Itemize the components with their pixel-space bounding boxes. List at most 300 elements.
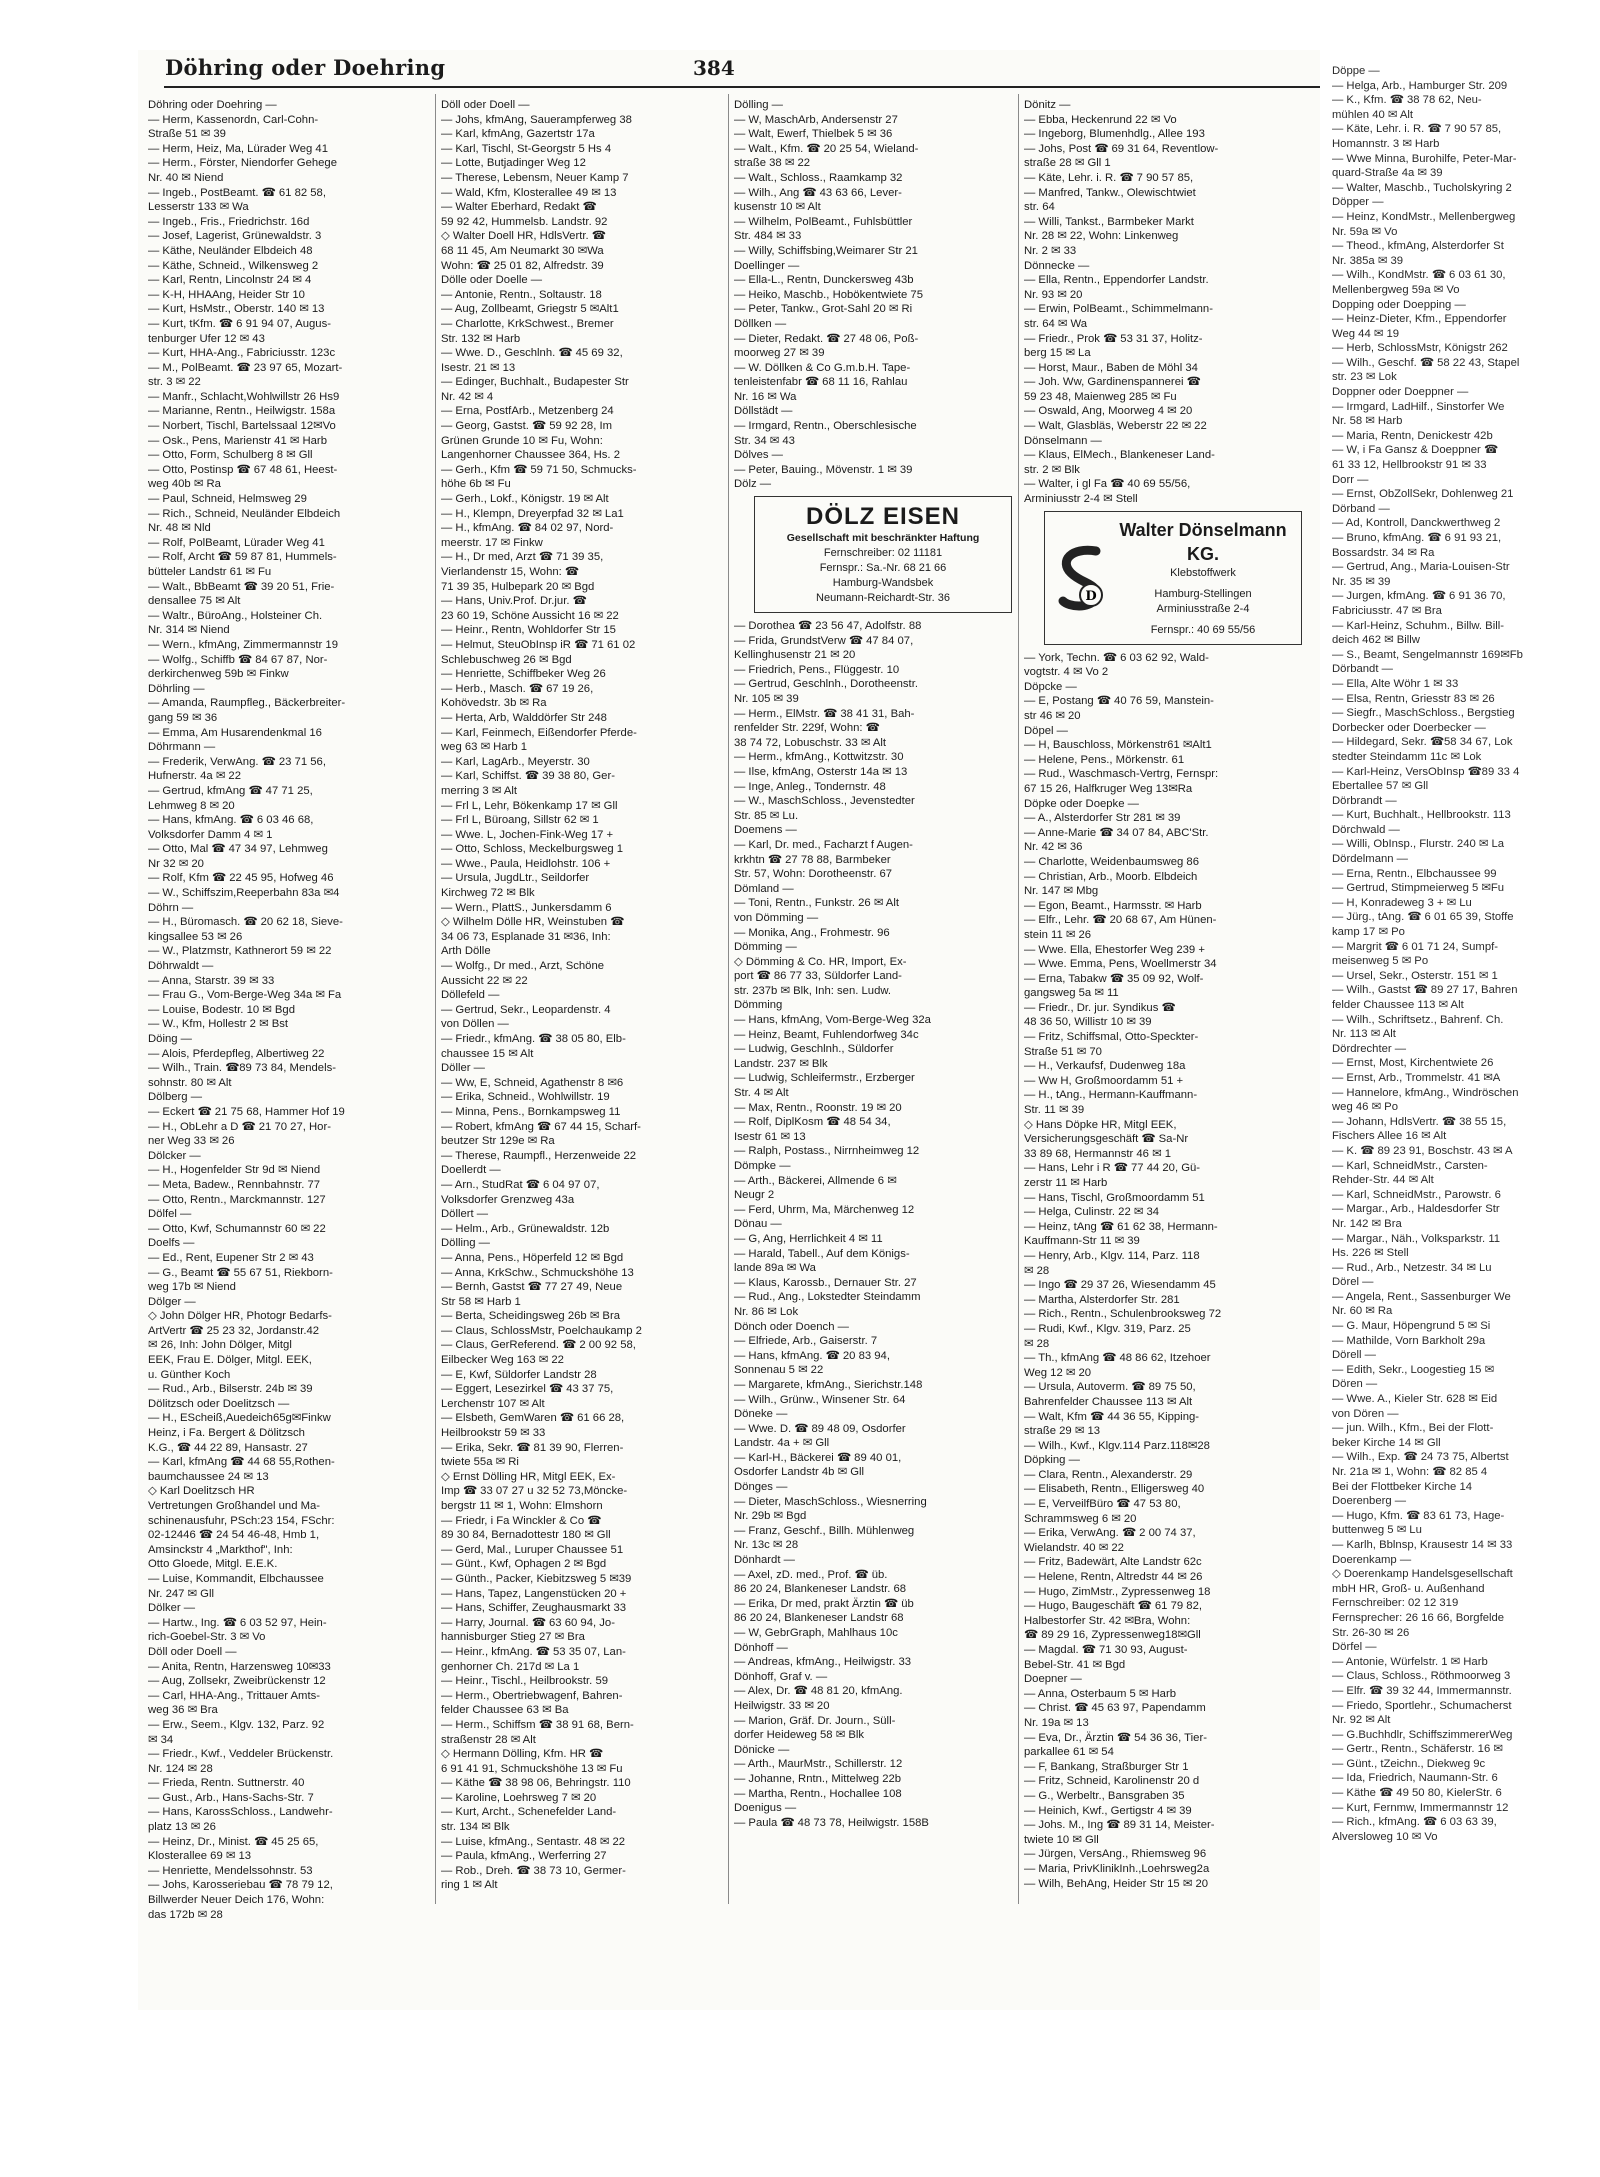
directory-entry: kusenstr 10 ✉ Alt	[734, 201, 821, 214]
directory-entry: — Käthe ☎ 38 98 06, Behringstr. 110	[441, 1777, 631, 1790]
column-4	[1024, 98, 1310, 1891]
directory-entry: — W. Döllken & Co G.m.b.H. Tape-	[734, 361, 911, 374]
directory-entry: Arth Dölle	[441, 945, 491, 958]
directory-entry: von Dömming —	[734, 911, 819, 924]
directory-entry: — Walt., Kfm. ☎ 20 25 54, Wieland-	[734, 142, 919, 155]
directory-entry: — Walt., Schloss., Raamkamp 32	[734, 171, 903, 184]
directory-entry: kamp 17 ✉ Po	[1332, 926, 1405, 939]
directory-entry: — Ernst, ObZollSekr, Dohlenweg 21	[1332, 488, 1514, 501]
directory-entry: Döhrn —	[148, 901, 194, 914]
directory-entry: — Otto, Postinsp ☎ 67 48 61, Heest-	[148, 463, 338, 476]
directory-entry: krkhtn ☎ 27 78 88, Barmbeker	[734, 853, 891, 866]
directory-entry: — Willi, Tankst., Barmbeker Markt	[1024, 215, 1194, 228]
directory-entry: Nr. 93 ✉ 20	[1024, 288, 1083, 301]
directory-entry: — Christian, Arb., Moorb. Elbdeich	[1024, 870, 1198, 883]
column-3-bottom	[734, 619, 1020, 1830]
directory-entry: Döneke —	[734, 1408, 788, 1421]
directory-entry: — Josef, Lagerist, Grünewaldstr. 3	[148, 230, 322, 243]
directory-entry: — Friedr, i Fa Winckler & Co ☎	[441, 1514, 602, 1527]
page-header	[138, 50, 1378, 82]
directory-entry: — Minna, Pens., Bornkampsweg 11	[441, 1105, 621, 1118]
ad-line: Hamburg-Stellingen	[1154, 587, 1252, 600]
directory-entry: Fischers Allee 16 ✉ Alt	[1332, 1130, 1447, 1143]
directory-entry: — Elfriede, Arb., Gaiserstr. 7	[734, 1335, 878, 1348]
directory-entry: meisenweg 5 ✉ Po	[1332, 955, 1429, 968]
directory-entry: Nr. 29b ✉ Bgd	[734, 1510, 807, 1523]
column-divider	[435, 94, 436, 1904]
directory-entry: Nr. 19a ✉ 13	[1024, 1716, 1089, 1729]
directory-entry: Nr. 142 ✉ Bra	[1332, 1217, 1402, 1230]
directory-entry: — Margar., Arb., Haldesdorfer Str	[1332, 1203, 1500, 1216]
directory-entry: — Charlotte, KrkSchwest., Bremer	[441, 317, 614, 330]
directory-entry: Dölfel —	[148, 1208, 192, 1221]
directory-page	[138, 50, 1378, 2010]
directory-entry: Str. 57, Wohn: Dorotheenstr. 67	[734, 868, 893, 881]
directory-entry: — Jürg., tAng. ☎ 6 01 65 39, Stoffe	[1332, 911, 1514, 924]
directory-entry: — Anna, Pens., Höperfeld 12 ✉ Bgd	[441, 1251, 624, 1264]
directory-entry: Döpper —	[1332, 196, 1384, 209]
directory-entry: Dönhoff —	[734, 1641, 788, 1654]
directory-entry: — H., ObLehr a D ☎ 21 70 27, Hor-	[148, 1120, 331, 1133]
directory-entry: — Hans, KarossSchloss., Landwehr-	[148, 1806, 333, 1819]
directory-entry: — Elfr. ☎ 39 32 44, Immermannstr.	[1332, 1684, 1512, 1697]
directory-entry: Nr. 13c ✉ 28	[734, 1539, 799, 1552]
directory-entry: — Gertr., Rentn., Schäferstr. 16 ✉	[1332, 1743, 1503, 1756]
directory-entry: — Johanne, Rntn., Mittelweg 22b	[734, 1772, 902, 1785]
directory-entry: Otto Gloede, Mitgl. E.E.K.	[148, 1558, 278, 1571]
directory-entry: — Rud., Ang., Lokstedter Steindamm	[734, 1291, 921, 1304]
directory-entry: — Clara, Rentn., Alexanderstr. 29	[1024, 1468, 1193, 1481]
directory-entry: Weg 12 ✉ 20	[1024, 1366, 1092, 1379]
directory-entry: str. 64	[1024, 201, 1055, 214]
directory-entry: ✉ 28	[1024, 1337, 1050, 1350]
directory-entry: ◇ John Dölger HR, Photogr Bedarfs-	[148, 1310, 332, 1323]
directory-entry: — Otto, Rentn., Marckmannstr. 127	[148, 1193, 326, 1206]
directory-entry: straßenstr 28 ✉ Alt	[441, 1733, 536, 1746]
directory-entry: Dönhardt —	[734, 1554, 795, 1567]
directory-entry: — Helmut, SteuObInsp iR ☎ 71 61 02	[441, 638, 636, 651]
directory-entry: — W., Platzmstr, Kathnerort 59 ✉ 22	[148, 945, 332, 958]
directory-entry: — Herm., kfmAng., Kottwitzstr. 30	[734, 751, 904, 764]
directory-entry: — Friedr., Dr. jur. Syndikus ☎	[1024, 1001, 1176, 1014]
directory-entry: Döll oder Doell —	[148, 1645, 237, 1658]
directory-entry: — Axel, zD. med., Prof. ☎ üb.	[734, 1568, 888, 1581]
ad-donselmann	[1044, 511, 1302, 645]
directory-entry: Lehmweg 8 ✉ 20	[148, 799, 235, 812]
directory-entry: — Luise, kfmAng., Sentastr. 48 ✉ 22	[441, 1835, 626, 1848]
directory-entry: — W., Kfm, Hollestr 2 ✉ Bst	[148, 1018, 289, 1031]
directory-entry: Mellenbergweg 59a ✉ Vo	[1332, 283, 1460, 296]
directory-entry: schinenausfuhr, PSch:23 154, FSchr:	[148, 1514, 335, 1527]
directory-entry: Dölger —	[148, 1295, 196, 1308]
directory-entry: — Hartw., Ing. ☎ 6 03 52 97, Hein-	[148, 1616, 327, 1629]
directory-entry: — Karl, Tischl, St-Georgstr 5 Hs 4	[441, 142, 612, 155]
directory-entry: Dömming	[734, 999, 783, 1012]
directory-entry: — Erika, VerwAng. ☎ 2 00 74 37,	[1024, 1527, 1196, 1540]
directory-entry: Doenigus —	[734, 1802, 797, 1815]
directory-entry: — Kurt, tKfm. ☎ 6 91 94 07, Augus-	[148, 317, 331, 330]
directory-entry: — Käte, Lehr. i. R. ☎ 7 90 57 85,	[1332, 123, 1502, 136]
directory-entry: — H., Büromasch. ☎ 20 62 18, Sieve-	[148, 916, 343, 929]
directory-entry: — Wwe., Paula, Heidlohstr. 106 +	[441, 857, 611, 870]
directory-entry: — Henry, Arb., Klgv. 114, Parz. 118	[1024, 1249, 1200, 1262]
directory-entry: — Herm, Kassenordn, Carl-Cohn-	[148, 113, 319, 126]
directory-entry: Str. 34 ✉ 43	[734, 434, 795, 447]
directory-entry: zerstr 11 ✉ Harb	[1024, 1177, 1108, 1189]
directory-entry: Str. 11 ✉ 39	[1024, 1104, 1085, 1117]
directory-entry: — Wern., kfmAng, Zimmermannstr 19	[148, 638, 339, 651]
directory-entry: Dördrechter —	[1332, 1042, 1407, 1055]
directory-entry: — K. ☎ 89 23 91, Boschstr. 43 ✉ A	[1332, 1144, 1513, 1157]
directory-entry: ◇ Wilhelm Dölle HR, Weinstuben ☎	[441, 916, 625, 929]
directory-entry: — Kurt, HsMstr., Oberstr. 140 ✉ 13	[148, 303, 325, 316]
directory-entry: Doepner —	[1024, 1673, 1082, 1686]
directory-entry: — Harry, Journal. ☎ 63 60 94, Jo-	[441, 1616, 615, 1629]
directory-entry: — Hans, Univ.Prof. Dr.jur. ☎	[441, 595, 587, 608]
directory-entry: — Arth., MaurMstr., Schillerstr. 12	[734, 1758, 903, 1771]
directory-entry: — Martha, Alsterdorfer Str. 281	[1024, 1293, 1180, 1306]
directory-entry: — Hans, kfmAng. ☎ 20 83 94,	[734, 1349, 890, 1362]
directory-entry: — Erwin, PolBeamt., Schimmelmann-	[1024, 303, 1213, 316]
directory-entry: Döhrwaldt —	[148, 960, 214, 973]
directory-entry: ◇ Walter Doell HR, HdlsVertr. ☎	[441, 230, 606, 243]
directory-entry: Dönnecke —	[1024, 259, 1090, 272]
directory-entry: — Wilh, BehAng, Heider Str 15 ✉ 20	[1024, 1877, 1209, 1890]
directory-entry: — H., Verkaufsf, Dudenweg 18a	[1024, 1060, 1186, 1073]
directory-entry: u. Günther Koch	[148, 1368, 231, 1381]
directory-entry: Doellerdt —	[441, 1164, 501, 1177]
directory-entry: Nr. 59a ✉ Vo	[1332, 225, 1398, 238]
directory-entry: Dölle oder Doelle —	[441, 274, 543, 287]
directory-entry: Arminiusstr 2-4 ✉ Stell	[1024, 493, 1138, 506]
directory-entry: — Johs, Post ☎ 69 31 64, Reventlow-	[1024, 142, 1219, 155]
directory-entry: Dömpke —	[734, 1160, 791, 1172]
directory-entry: — Klaus, Karossb., Dernauer Str. 27	[734, 1276, 917, 1289]
directory-entry: — Louise, Bodestr. 10 ✉ Bgd	[148, 1003, 295, 1016]
directory-entry: 38 74 72, Lobuschstr. 33 ✉ Alt	[734, 736, 887, 749]
directory-entry: — Ww H, Großmoordamm 51 +	[1024, 1074, 1184, 1087]
directory-entry: Nr. 60 ✉ Ra	[1332, 1305, 1393, 1318]
directory-entry: Döhring oder Doehring —	[148, 99, 277, 111]
directory-entry: chaussee 15 ✉ Alt	[441, 1047, 534, 1060]
directory-entry: — Eggert, Lesezirkel ☎ 43 37 75,	[441, 1383, 614, 1396]
directory-entry: — Maria, PrivKlinikInh.,Loehrsweg2a	[1024, 1862, 1210, 1875]
directory-entry: Nr. 314 ✉ Niend	[148, 624, 230, 637]
directory-entry: — Friedo, Sportlehr., Schumacherst	[1332, 1699, 1512, 1712]
directory-entry: Dölves —	[734, 449, 783, 462]
directory-entry: — Klaus, ElMech., Blankeneser Land-	[1024, 449, 1215, 462]
directory-entry: — Wilh., Gastst ☎ 89 27 17, Bahren	[1332, 984, 1518, 997]
directory-entry: Isestr 61 ✉ 13	[734, 1130, 806, 1143]
directory-entry: Kohövedstr. 3b ✉ Ra	[441, 697, 547, 710]
directory-entry: ner Weg 33 ✉ 26	[148, 1135, 235, 1148]
directory-entry: — Arth., Bäckerei, Allmende 6 ✉	[734, 1174, 897, 1187]
directory-entry: — W, GebrGraph, Mahlhaus 10c	[734, 1627, 898, 1639]
directory-entry: mbH HR, Groß- u. Außenhand	[1332, 1582, 1485, 1595]
directory-entry: ◇ Hans Döpke HR, Mitgl EEK,	[1024, 1118, 1177, 1131]
directory-entry: Döpking —	[1024, 1454, 1080, 1467]
directory-entry: — Hans, Tapez, Langenstücken 20 +	[441, 1587, 627, 1600]
directory-entry: — W., Schiffszim,Reeperbahn 83a ✉4	[148, 887, 340, 900]
directory-entry: — Aug, Zollbeamt, Griegstr 5 ✉Alt1	[441, 303, 619, 316]
directory-entry: — Osk., Pens, Marienstr 41 ✉ Harb	[148, 434, 327, 447]
directory-entry: — Peter, Tankw., Grot-Sahl 20 ✉ Ri	[734, 303, 913, 316]
directory-entry: densallee 75 ✉ Alt	[148, 595, 241, 608]
directory-entry: 71 39 35, Hulbepark 20 ✉ Bgd	[441, 580, 595, 593]
directory-entry: Straße 51 ✉ 39	[148, 128, 226, 141]
directory-entry: — Hans, kfmAng, Vom-Berge-Weg 32a	[734, 1014, 931, 1027]
directory-entry: — Eckert ☎ 21 75 68, Hammer Hof 19	[148, 1105, 345, 1118]
directory-entry: twiete 55a ✉ Ri	[441, 1456, 519, 1469]
directory-entry: — Claus, SchlossMstr, Poelchaukamp 2	[441, 1324, 642, 1337]
directory-entry: rich-Goebel-Str. 3 ✉ Vo	[148, 1631, 266, 1644]
directory-entry: — Willi, ObInsp., Flurstr. 240 ✉ La	[1332, 838, 1505, 851]
directory-entry: Wielandstr. 40 ✉ 22	[1024, 1541, 1124, 1554]
directory-entry: — Frieda, Rentn. Suttnerstr. 40	[148, 1777, 305, 1790]
directory-entry: Döing —	[148, 1033, 192, 1045]
directory-entry: — Magdal. ☎ 71 30 93, August-	[1024, 1644, 1188, 1656]
directory-entry: Lerchenstr 107 ✉ Alt	[441, 1397, 545, 1410]
directory-entry: Nr. 86 ✉ Lok	[734, 1305, 799, 1318]
directory-entry: — Elsbeth, GemWaren ☎ 61 66 28,	[441, 1412, 625, 1425]
directory-entry: 86 20 24, Blankeneser Landstr 68	[734, 1612, 904, 1625]
directory-entry: — Karoline, Loehrsweg 7 ✉ 20	[441, 1791, 597, 1804]
directory-entry: — Antonie, Würfelstr. 1 ✉ Harb	[1332, 1655, 1488, 1668]
directory-entry: — Heinz-Dieter, Kfm., Eppendorfer	[1332, 313, 1507, 326]
directory-entry: Grünen Grunde 10 ✉ Fu, Wohn:	[441, 434, 603, 447]
column-3	[734, 98, 1020, 1830]
directory-entry: Amsinckstr 4 „Markthof", Inh:	[148, 1543, 293, 1556]
directory-entry: Döllstädt —	[734, 405, 793, 418]
directory-entry: Döhrling —	[148, 682, 205, 695]
directory-entry: Ebertallee 57 ✉ Gll	[1332, 780, 1429, 793]
directory-entry: Döhrmann —	[148, 741, 216, 754]
directory-entry: Nr. 35 ✉ 39	[1332, 575, 1391, 588]
directory-entry: Heilbrookstr 59 ✉ 33	[441, 1427, 546, 1440]
directory-entry: — Angela, Rent., Sassenburger We	[1332, 1290, 1511, 1303]
directory-entry: Eilbecker Weg 163 ✉ 22	[441, 1354, 564, 1367]
directory-entry: — G.Buchhdlr, SchiffszimmererWeg	[1332, 1728, 1513, 1741]
directory-entry: Vertretungen Großhandel und Ma-	[148, 1500, 321, 1512]
directory-entry: Dopping oder Doepping —	[1332, 298, 1466, 311]
directory-entry: — Walt, Ewerf, Thielbek 5 ✉ 36	[734, 128, 893, 141]
directory-entry: — Paula, kfmAng., Werferring 27	[441, 1850, 607, 1863]
directory-entry: — Ludwig, Geschlnh., Süldorfer	[734, 1043, 894, 1056]
directory-entry: gang 59 ✉ 36	[148, 711, 218, 724]
directory-entry: Fernsprecher: 26 16 66, Borgfelde	[1332, 1611, 1505, 1624]
directory-entry: — Therese, Raumpfl., Herzenweide 22	[441, 1149, 637, 1162]
directory-entry: 23 60 19, Schöne Aussicht 16 ✉ 22	[441, 609, 619, 622]
directory-entry: parkallee 61 ✉ 54	[1024, 1746, 1114, 1759]
directory-entry: — Ernst, Most, Kirchentwiete 26	[1332, 1057, 1494, 1070]
directory-entry: — Friedrich, Pens., Flüggestr. 10	[734, 663, 900, 676]
directory-entry: — Karl-Heinz, Schuhm., Billw. Bill-	[1332, 619, 1505, 632]
directory-entry: — Karl, Feinmech, Eißendorfer Pferde-	[441, 726, 637, 739]
directory-entry: — Helga, Culinstr. 22 ✉ 34	[1024, 1206, 1160, 1219]
directory-entry: Dören —	[1332, 1378, 1378, 1391]
directory-entry: Weg 44 ✉ 19	[1332, 327, 1400, 340]
directory-entry: — Heinr., Rentn, Wohldorfer Str 15	[441, 624, 616, 637]
ad-line: Fernspr.: 40 69 55/56	[1150, 623, 1256, 636]
directory-entry: — Wilh., Grünw., Winsener Str. 64	[734, 1393, 906, 1406]
directory-entry: — Wilh., Exp. ☎ 24 73 75, Albertst	[1332, 1451, 1509, 1464]
column-1	[148, 98, 434, 1922]
directory-entry: straße 29 ✉ 13	[1024, 1425, 1101, 1438]
directory-entry: str. 3 ✉ 22	[148, 376, 201, 389]
directory-entry: — Karl, Rentn, Lincolnstr 24 ✉ 4	[148, 274, 312, 287]
ad-line: Neumann-Reichardt-Str. 36	[816, 592, 950, 605]
directory-entry: Nr. 247 ✉ Gll	[148, 1587, 214, 1600]
directory-entry: Döller —	[441, 1062, 485, 1075]
ad-line: Arminiusstraße 2-4	[1156, 602, 1250, 615]
directory-entry: meerstr. 17 ✉ Finkw	[441, 536, 543, 549]
directory-entry: — Johs, Karosseriebau ☎ 78 79 12,	[148, 1879, 333, 1892]
directory-entry: str. 237b ✉ Blk, Inh: sen. Ludw.	[734, 984, 892, 997]
directory-entry: hannisburger Stieg 27 ✉ Bra	[441, 1631, 585, 1644]
directory-entry: sohnstr. 80 ✉ Alt	[148, 1076, 232, 1089]
directory-entry: stedter Steindamm 11c ✉ Lok	[1332, 750, 1482, 763]
directory-entry: — Wwe. Ella, Ehestorfer Weg 239 +	[1024, 943, 1205, 956]
directory-entry: — Helene, Rentn, Altredstr 44 ✉ 26	[1024, 1571, 1203, 1584]
directory-entry: — Herm., Schiffsm ☎ 38 91 68, Bern-	[441, 1718, 634, 1731]
directory-entry: — Wwe. L, Jochen-Fink-Weg 17 +	[441, 828, 614, 841]
directory-entry: 48 36 50, Willistr 10 ✉ 39	[1024, 1016, 1152, 1029]
directory-entry: buttenweg 5 ✉ Lu	[1332, 1524, 1422, 1537]
directory-entry: — Margar., Näh., Volksparkstr. 11	[1332, 1232, 1501, 1245]
directory-entry: 59 92 42, Hummelsb. Landstr. 92	[441, 215, 608, 228]
directory-entry: Nr. 58 ✉ Harb	[1332, 415, 1403, 428]
directory-entry: — W., MaschSchloss., Jevenstedter	[734, 795, 915, 808]
directory-entry: Isestr. 21 ✉ 13	[441, 361, 516, 374]
directory-entry: merring 3 ✉ Alt	[441, 784, 518, 797]
directory-entry: — Käthe, Schneid., Wilkensweg 2	[148, 259, 319, 272]
ad-subtitle: Klebstoffwerk	[1170, 566, 1236, 579]
directory-entry: 86 20 24, Blankeneser Landstr. 68	[734, 1583, 907, 1596]
directory-entry: — Rich., Rentn., Schulenbrooksweg 72	[1024, 1308, 1222, 1321]
directory-entry: — Willy, Schiffsbing,Weimarer Str 21	[734, 244, 918, 257]
directory-entry: Nr. 124 ✉ 28	[148, 1762, 213, 1775]
directory-entry: — Joh. Ww, Gardinenspannerei ☎	[1024, 376, 1201, 389]
directory-entry: lande 89a ✉ Wa	[734, 1262, 816, 1275]
directory-entry: — Gertrud, kfmAng ☎ 47 71 25,	[148, 784, 313, 797]
directory-entry: genhorner Ch. 217d ✉ La 1	[441, 1660, 580, 1673]
directory-entry: — Wilhelm, PolBeamt., Fuhlsbüttler	[734, 215, 913, 228]
directory-entry: — G, Ang, Herrlichkeit 4 ✉ 11	[734, 1232, 883, 1245]
directory-entry: — Rolf, Archt ☎ 59 87 81, Hummels-	[148, 551, 337, 564]
directory-entry: — H, Bauschloss, Mörkenstr61 ✉Alt1	[1024, 739, 1212, 752]
directory-entry: 61 33 12, Hellbrookstr 91 ✉ 33	[1332, 459, 1487, 472]
directory-entry: — Jurgen, kfmAng. ☎ 6 91 36 70,	[1332, 590, 1506, 603]
directory-entry: Dönhoff, Graf v. —	[734, 1670, 828, 1683]
directory-entry: — Rud., Waschmasch-Vertrg, Fernspr:	[1024, 768, 1219, 781]
directory-entry: Hs. 226 ✉ Stell	[1332, 1247, 1409, 1260]
directory-entry: — Wolfg., Schiffb ☎ 84 67 87, Nor-	[148, 653, 328, 666]
directory-entry: — Johann, HdlsVertr. ☎ 38 55 15,	[1332, 1115, 1507, 1128]
directory-entry: weg 46 ✉ Po	[1332, 1101, 1398, 1114]
directory-entry: — Heinr., kfmAng. ☎ 53 35 07, Lan-	[441, 1645, 626, 1658]
directory-entry: Volksdorfer Grenzweg 43a	[441, 1193, 575, 1206]
directory-entry: — Christ. ☎ 45 63 97, Papendamm	[1024, 1702, 1206, 1715]
directory-entry: — Heinz, Beamt, Fuhlendorfweg 34c	[734, 1028, 919, 1041]
directory-entry: — Heinz, tAng ☎ 61 62 38, Hermann-	[1024, 1220, 1218, 1233]
directory-entry: mühlen 40 ✉ Alt	[1332, 108, 1414, 121]
directory-entry: Schlebuschweg 26 ✉ Bgd	[441, 653, 572, 666]
directory-entry: — Wilh., Ang ☎ 43 63 66, Lever-	[734, 186, 902, 199]
directory-entry: Fabriciusstr. 47 ✉ Bra	[1332, 604, 1442, 617]
directory-entry: Dönitz —	[1024, 99, 1071, 111]
directory-entry: Nr. 385a ✉ 39	[1332, 254, 1404, 267]
directory-entry: — Karl, kfmAng ☎ 44 68 55,Rothen-	[148, 1456, 335, 1469]
directory-entry: — Aug, Zollsekr, Zweibrückenstr 12	[148, 1675, 326, 1688]
directory-entry: von Döllen —	[441, 1018, 509, 1031]
directory-entry: — Gerh., Lokf., Königstr. 19 ✉ Alt	[441, 493, 609, 506]
directory-entry: bütteler Landstr 61 ✉ Fu	[148, 566, 272, 578]
directory-entry: — Heinz, Dr., Minist. ☎ 45 25 65,	[148, 1835, 319, 1848]
directory-entry: — Hans, Schiffer, Zeughausmarkt 33	[441, 1602, 627, 1615]
directory-entry: — Ursel, Sekr., Osterstr. 151 ✉ 1	[1332, 969, 1498, 982]
directory-entry: — Karl, SchneidMstr., Parowstr. 6	[1332, 1188, 1501, 1201]
directory-entry: felder Chaussee 63 ✉ Ba	[441, 1704, 569, 1717]
directory-entry: — Th., kfmAng ☎ 48 86 62, Itzehoer	[1024, 1352, 1211, 1365]
directory-entry: — Otto, Schloss, Meckelburgsweg 1	[441, 843, 624, 856]
directory-entry: — Herta, Arb, Walddörfer Str 248	[441, 711, 607, 724]
directory-entry: — Ad, Kontroll, Danckwerthweg 2	[1332, 517, 1501, 530]
directory-entry: — Käte, Lehr. i. R. ☎ 7 90 57 85,	[1024, 171, 1194, 184]
directory-entry: Nr. 21a ✉ 1, Wohn: ☎ 82 85 4	[1332, 1466, 1488, 1478]
directory-entry: derkirchenweg 59b ✉ Finkw	[148, 668, 289, 681]
directory-entry: — Luise, Kommandit, Elbchaussee	[148, 1572, 324, 1585]
directory-entry: Nr. 48 ✉ Nld	[148, 522, 211, 535]
directory-entry: Bossardstr. 34 ✉ Ra	[1332, 546, 1435, 559]
directory-entry: Schrammsweg 6 ✉ 20	[1024, 1512, 1137, 1525]
directory-entry: — Herm., ElMstr. ☎ 38 41 31, Bah-	[734, 707, 915, 720]
directory-entry: Str. 484 ✉ 33	[734, 230, 802, 243]
directory-entry: — Anna, Osterbaum 5 ✉ Harb	[1024, 1687, 1177, 1700]
directory-entry: — Amanda, Raumpfleg., Bäckerbreiter-	[148, 697, 346, 710]
directory-entry: — Irmgard, LadHilf., Sinstorfer We	[1332, 400, 1505, 413]
directory-entry: berg 15 ✉ La	[1024, 347, 1091, 360]
directory-entry: 68 11 45, Am Neumarkt 30 ✉Wa	[441, 244, 604, 257]
directory-entry: platz 13 ✉ 26	[148, 1821, 216, 1834]
directory-entry: Nr. 42 ✉ 4	[441, 390, 494, 403]
directory-entry: höhe 6b ✉ Fu	[441, 478, 511, 491]
directory-entry: — Marion, Gräf. Dr. Journ., Süll-	[734, 1714, 896, 1727]
directory-entry: quard-Straße 4a ✉ 39	[1332, 167, 1443, 180]
directory-entry: — Walt, Glasbläs, Weberstr 22 ✉ 22	[1024, 420, 1207, 433]
directory-entry: twiete 10 ✉ Gll	[1024, 1833, 1099, 1846]
directory-entry: Doerenberg —	[1332, 1495, 1407, 1508]
directory-entry: — Erna, PostfArb., Metzenberg 24	[441, 405, 614, 418]
directory-entry: — Dorothea ☎ 23 56 47, Adolfstr. 88	[734, 620, 922, 633]
column-2	[441, 98, 727, 1893]
directory-entry: — Edith, Sekr., Loogestieg 15 ✉	[1332, 1363, 1495, 1376]
directory-entry: — Frederik, VerwAng. ☎ 23 71 56,	[148, 755, 326, 768]
directory-entry: — Hans, Lehr i R ☎ 77 44 20, Gü-	[1024, 1162, 1201, 1175]
directory-entry: — Dieter, MaschSchloss., Wiesnerring	[734, 1495, 927, 1508]
directory-entry: — Herm., Förster, Niendorfer Gehege	[148, 157, 337, 170]
directory-entry: — Erna, Tabakw ☎ 35 09 92, Wolf-	[1024, 972, 1204, 985]
directory-entry: K.G., ☎ 44 22 89, Hansastr. 27	[148, 1441, 308, 1454]
directory-entry: — Bernh, Gastst ☎ 77 27 49, Neue	[441, 1281, 623, 1294]
directory-entry: — Ella, Rentn., Eppendorfer Landstr.	[1024, 274, 1209, 287]
directory-entry: — K-H, HHAAng, Heider Str 10	[148, 288, 305, 301]
directory-entry: — Hans, Tischl, Großmoordamm 51	[1024, 1191, 1205, 1204]
directory-entry: — Frida, GrundstVerw ☎ 47 84 07,	[734, 634, 914, 647]
directory-entry: Billwerder Neuer Deich 176, Wohn:	[148, 1894, 325, 1907]
directory-entry: — Wilh., KondMstr. ☎ 6 03 61 30,	[1332, 269, 1506, 282]
directory-entry: deich 462 ✉ Billw	[1332, 634, 1420, 647]
directory-entry: — Henriette, Schiffbeker Weg 26	[441, 668, 606, 681]
